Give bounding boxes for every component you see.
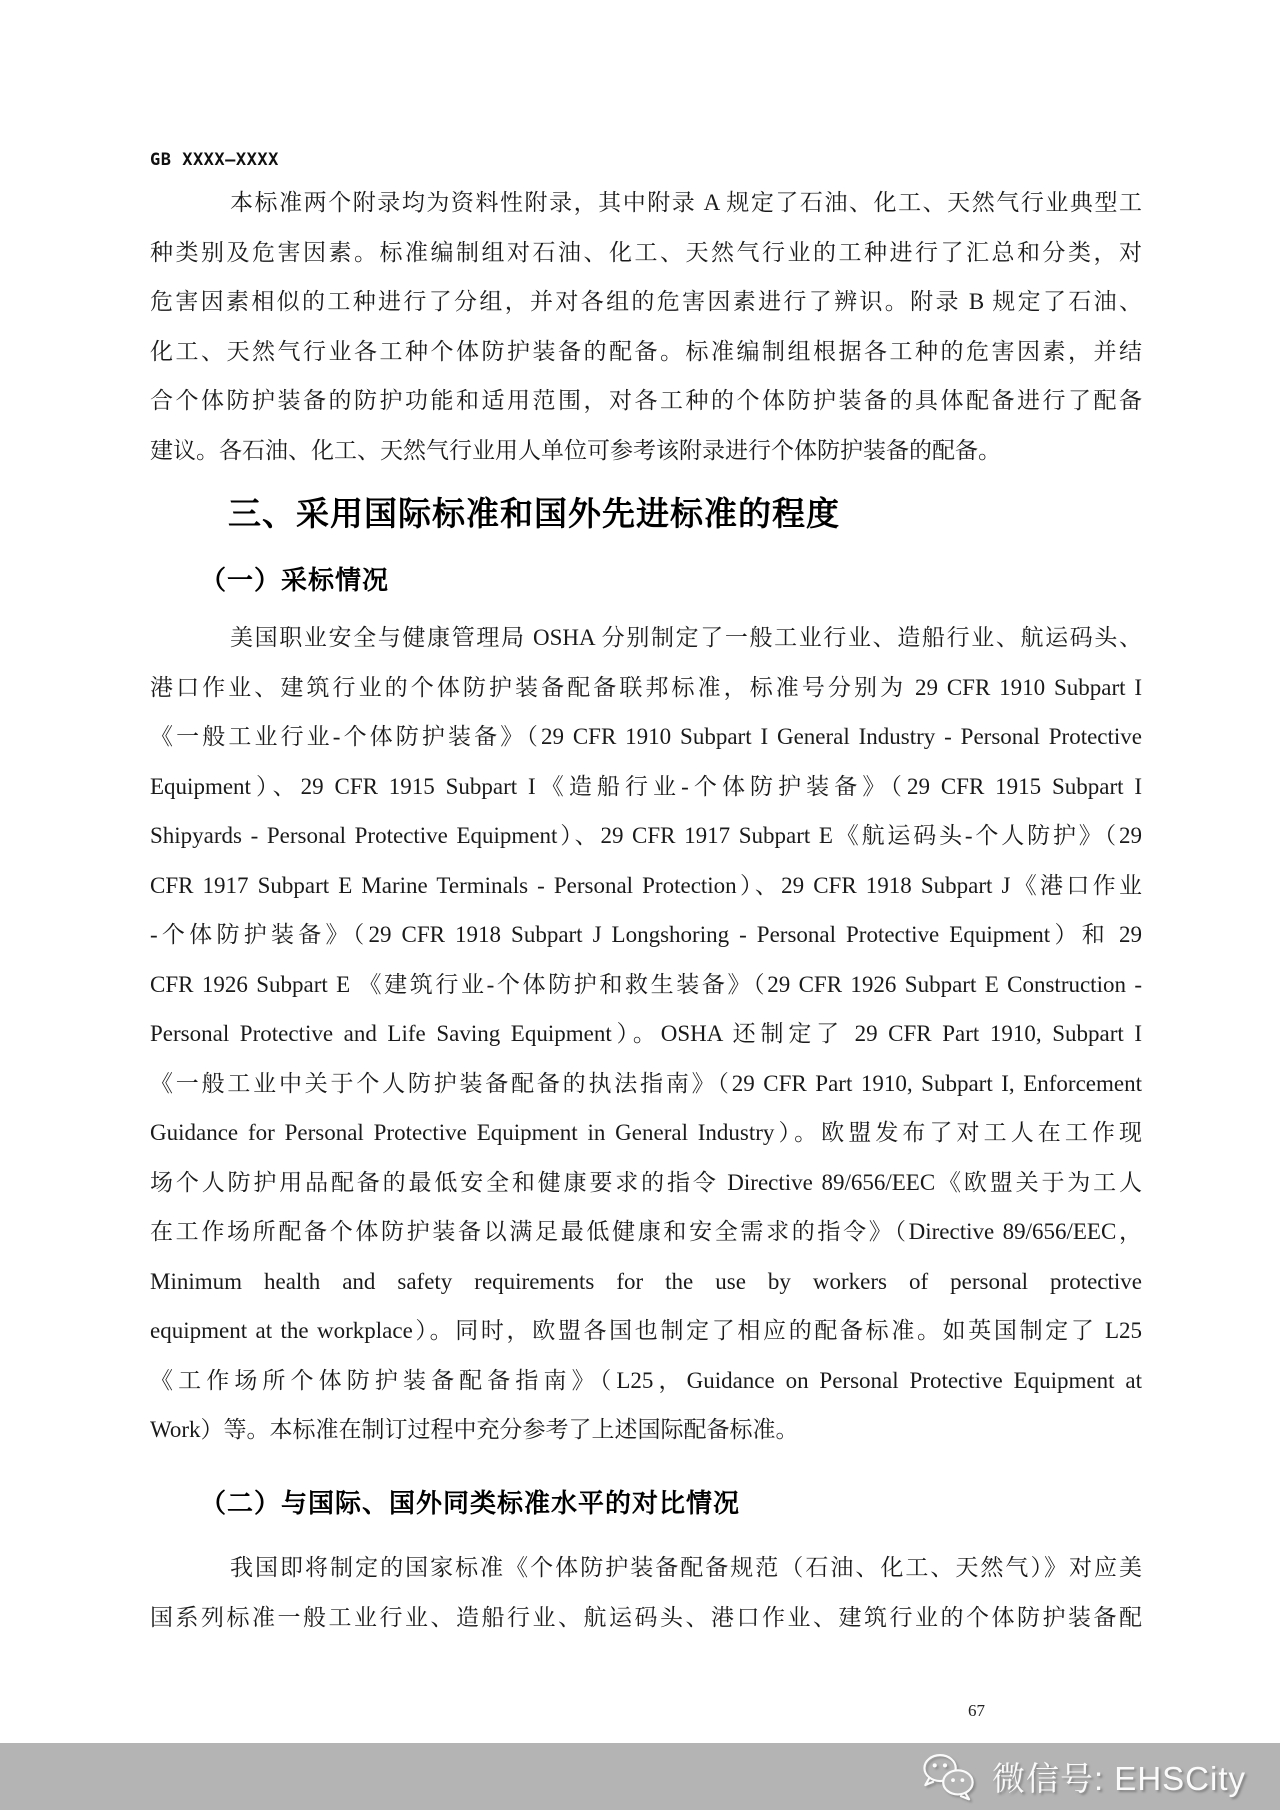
- text-line: 《工作场所个体防护装备配备指南》（L25，Guidance on Personal Protective Equipment at: [150, 1367, 1142, 1393]
- page-number: 67: [968, 1701, 985, 1720]
- text-line: CFR 1926 Subpart E 《建筑行业-个体防护和救生装备》（29 CFR 1926 Subpart E Construction -: [150, 971, 1142, 997]
- text-line: 危害因素相似的工种进行了分组，并对各组的危害因素进行了辨识。附录 B 规定了石油、: [150, 289, 1142, 314]
- text-line: 港口作业、建筑行业的个体防护装备配备联邦标准，标准号分别为 29 CFR 1910 Subpart I: [150, 674, 1142, 700]
- subsection-heading-adoption: （一）采标情况: [200, 566, 390, 595]
- text-line: equipment at the workplace）。同时，欧盟各国也制定了相应的配备标准。如英国制定了 L25: [150, 1318, 1142, 1343]
- text-line: Guidance for Personal Protective Equipment in General Industry）。欧盟发布了对工人在工作现: [150, 1120, 1142, 1145]
- paragraph-osha-standards: [150, 613, 1142, 1455]
- text-line: -个体防护装备》（29 CFR 1918 Subpart J Longshoring - Personal Protective Equipment）和 29: [150, 922, 1142, 947]
- text-line: 种类别及危害因素。标准编制组对石油、化工、天然气行业的工种进行了汇总和分类，对: [150, 239, 1142, 265]
- text-line: CFR 1917 Subpart E Marine Terminals - Personal Protection）、29 CFR 1918 Subpart J《港口作业: [150, 872, 1142, 898]
- text-line: 我国即将制定的国家标准《个体防护装备配备规范（石油、化工、天然气）》对应美: [230, 1555, 1142, 1580]
- subsection-heading-comparison: （二）与国际、国外同类标准水平的对比情况: [200, 1489, 741, 1518]
- text-line: 场个人防护用品配备的最低安全和健康要求的指令 Directive 89/656/EEC《欧盟关于为工人: [150, 1169, 1142, 1195]
- text-line: 《一般工业中关于个人防护装备配备的执法指南》（29 CFR Part 1910, Subpart I, Enforcement: [150, 1070, 1142, 1096]
- doc-number: GB XXXX—XXXX: [150, 150, 279, 170]
- paragraph-comparison: [150, 1543, 1142, 1642]
- section-heading: 三、采用国际标准和国外先进标准的程度: [228, 497, 840, 533]
- text-line: 《一般工业行业-个体防护装备》（29 CFR 1910 Subpart I General Industry - Personal Protective: [150, 724, 1142, 749]
- text-line: Work）等。本标准在制订过程中充分参考了上述国际配备标准。: [150, 1417, 799, 1442]
- text-line: 合个体防护装备的防护功能和适用范围，对各工种的个体防护装备的具体配备进行了配备: [150, 388, 1142, 413]
- text-line: 在工作场所配备个体防护装备以满足最低健康和安全需求的指令》（Directive 89/656/EEC，: [150, 1219, 1142, 1244]
- text-line: 本标准两个附录均为资料性附录，其中附录 A 规定了石油、化工、天然气行业典型工: [230, 190, 1142, 215]
- text-line: 美国职业安全与健康管理局 OSHA 分别制定了一般工业行业、造船行业、航运码头、: [230, 625, 1142, 650]
- text-line: 国系列标准一般工业行业、造船行业、航运码头、港口作业、建筑行业的个体防护装备配: [150, 1604, 1142, 1630]
- watermark-bar: [0, 1743, 1280, 1810]
- watermark-text: 微信号: EHSCity: [991, 1760, 1246, 1797]
- wechat-icon: [920, 1752, 978, 1802]
- text-line: Personal Protective and Life Saving Equipment）。OSHA 还制定了 29 CFR Part 1910, Subpart I: [150, 1021, 1142, 1046]
- text-line: Minimum health and safety requirements for the use by workers of personal protective: [150, 1268, 1142, 1294]
- text-line: 建议。各石油、化工、天然气行业用人单位可参考该附录进行个体防护装备的配备。: [150, 437, 1001, 463]
- paragraph-appendix: [150, 178, 1142, 475]
- text-line: 化工、天然气行业各工种个体防护装备的配备。标准编制组根据各工种的危害因素，并结: [150, 338, 1142, 364]
- text-line: Shipyards - Personal Protective Equipment）、29 CFR 1917 Subpart E《航运码头-个人防护》（29: [150, 823, 1142, 848]
- text-line: Equipment）、29 CFR 1915 Subpart I《造船行业-个体防护装备》（29 CFR 1915 Subpart I: [150, 773, 1142, 799]
